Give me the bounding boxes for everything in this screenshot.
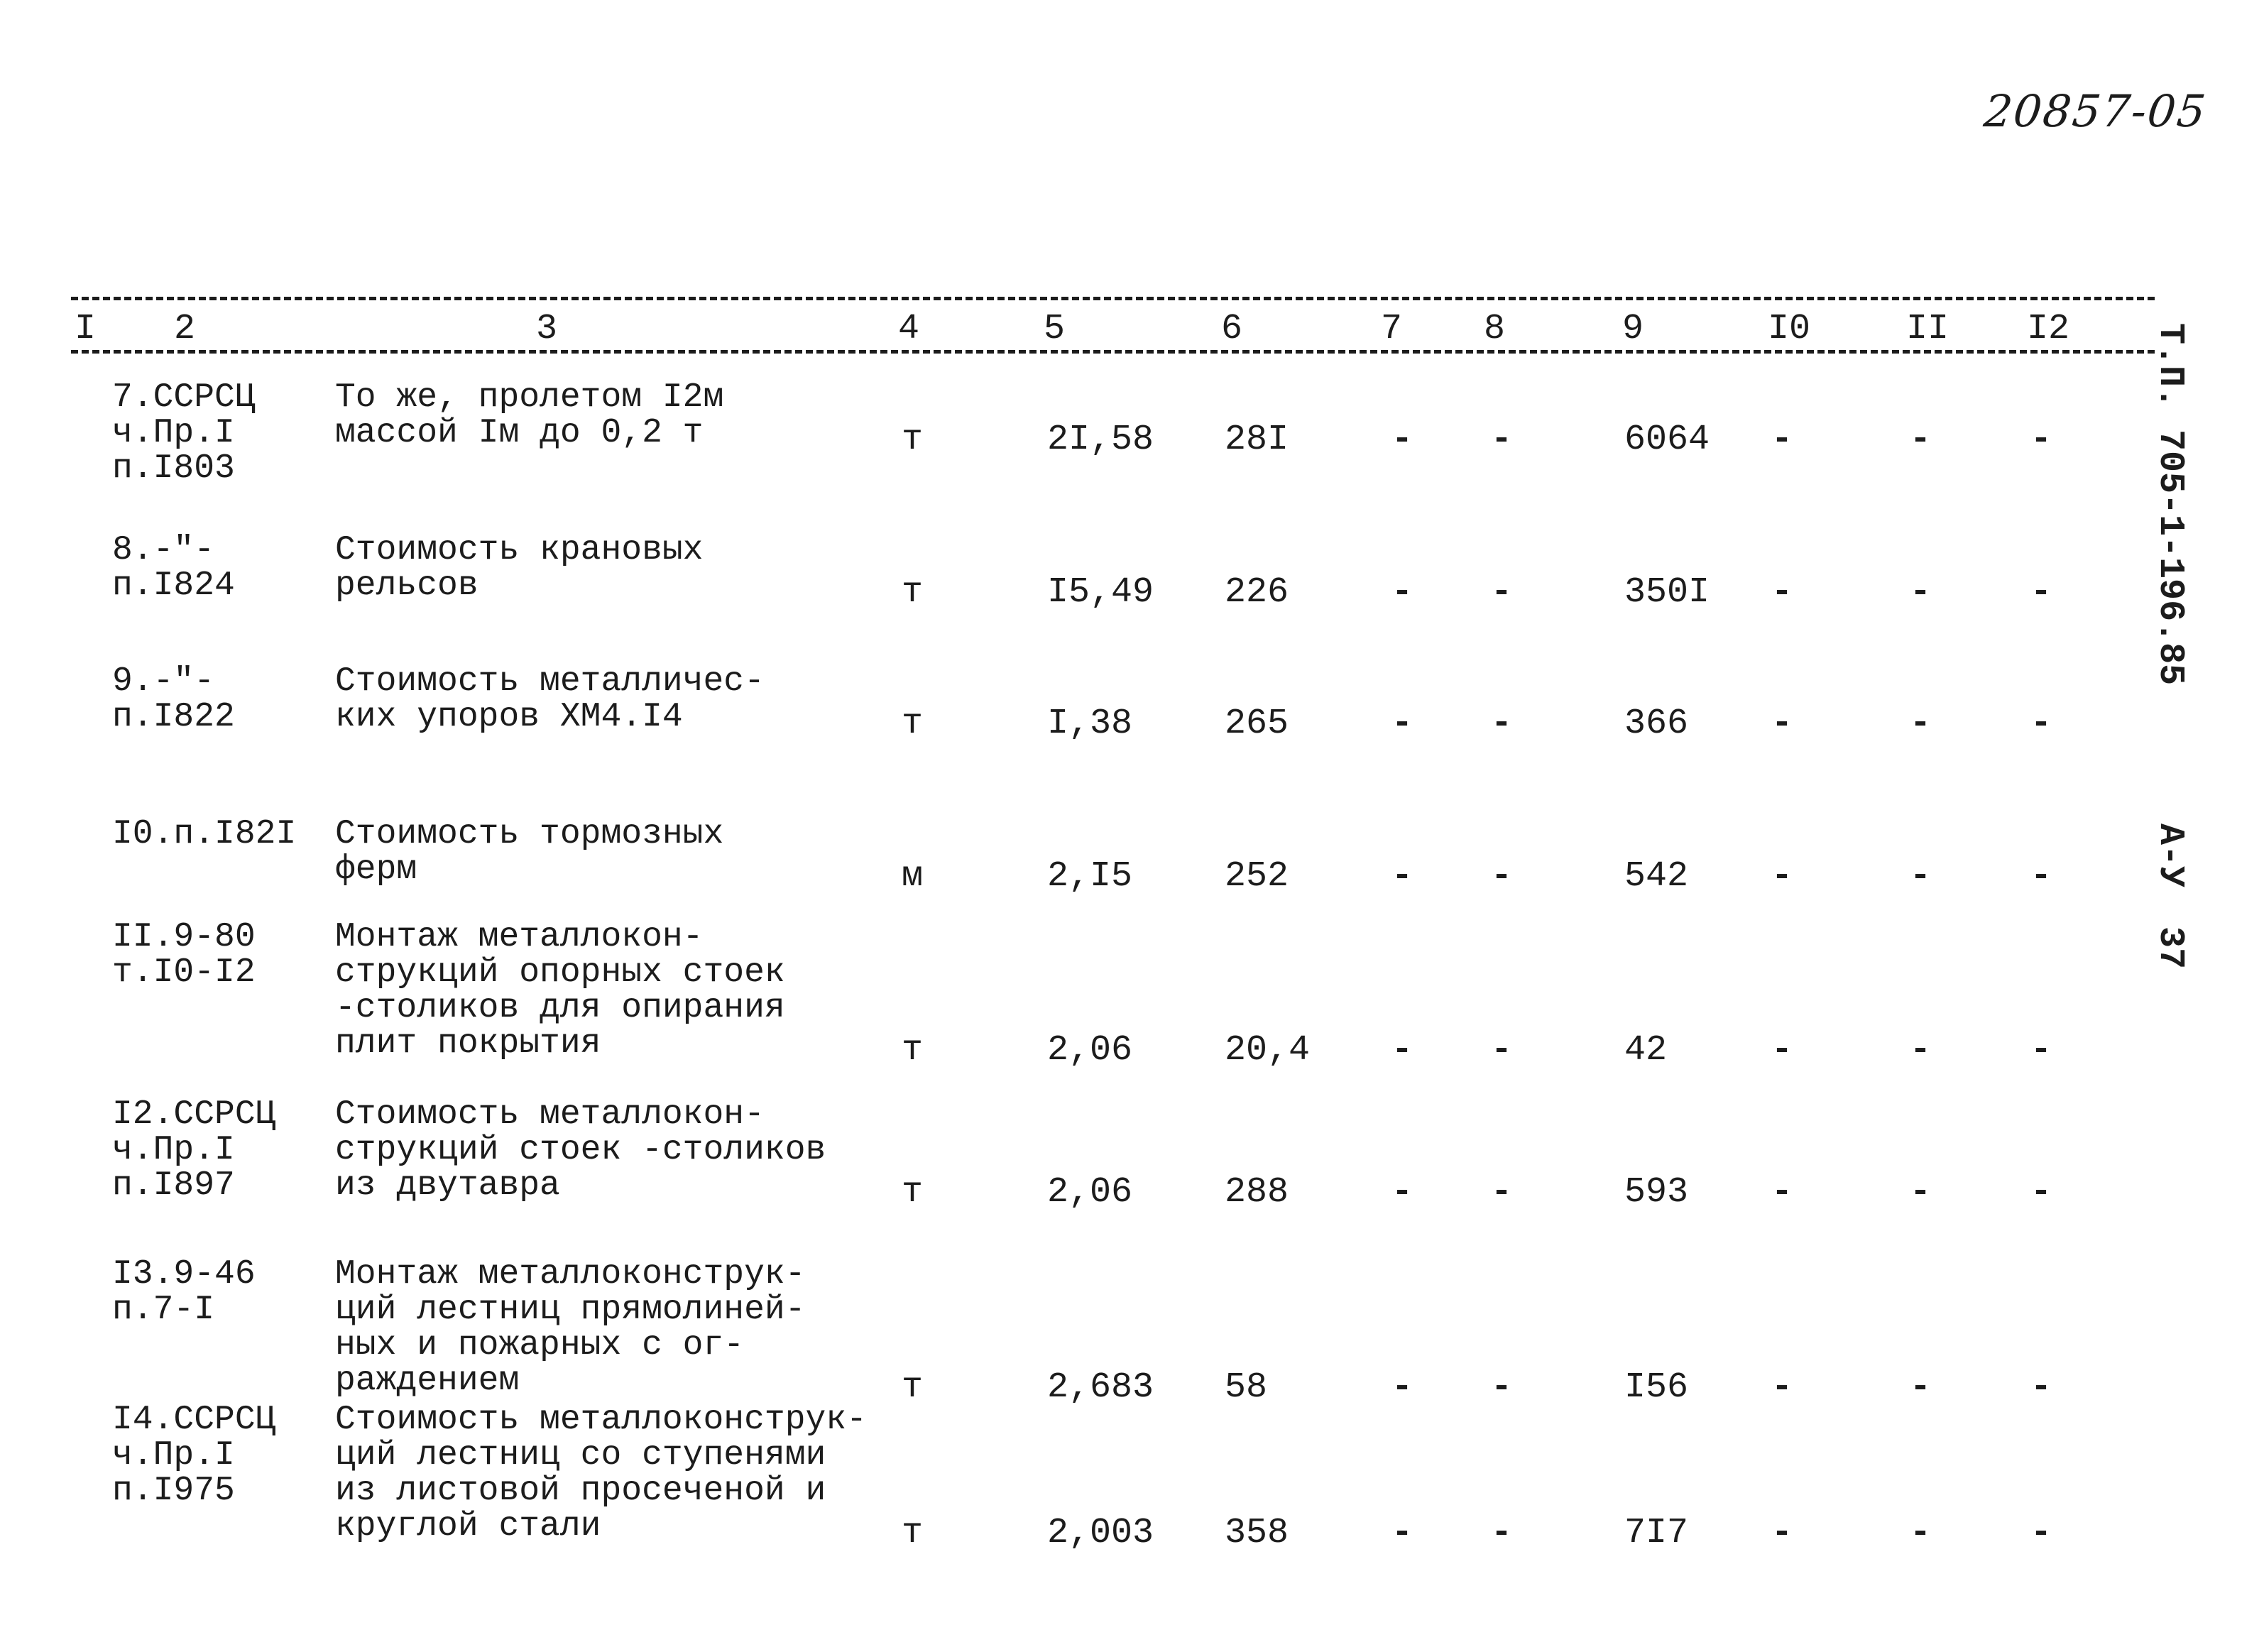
unit-cost-cell: 20,4 — [1225, 1030, 1311, 1071]
row-code-line: I3.9-46 — [112, 1255, 256, 1293]
unit-cell: м — [902, 856, 924, 897]
col8-cell: - — [1491, 1030, 1513, 1071]
row-code-line: I0.п.I82I — [112, 815, 297, 853]
col-header-11: II — [1906, 309, 1949, 349]
col10-cell: - — [1771, 420, 1793, 460]
col-header-6: 6 — [1221, 309, 1243, 349]
total-cost-cell: 6064 — [1624, 420, 1710, 460]
row-code-line: 9.-"- — [112, 662, 215, 701]
col11-cell: - — [1910, 1030, 1932, 1071]
row-description-line: плит покрытия — [335, 1024, 601, 1063]
unit-cost-cell: 358 — [1225, 1513, 1289, 1553]
col8-cell: - — [1491, 1172, 1513, 1213]
row-description-line: раждением — [335, 1362, 520, 1400]
project-number-label: Т.П. 705-1-196.85 — [2150, 323, 2190, 686]
row-code-line: 8.-"- — [112, 531, 215, 569]
row-code-line: п.I975 — [112, 1472, 235, 1510]
col11-cell: - — [1910, 1172, 1932, 1213]
col12-cell: - — [2030, 704, 2052, 744]
quantity-cell: 2,06 — [1047, 1030, 1133, 1071]
col7-cell: - — [1391, 420, 1413, 460]
col8-cell: - — [1491, 1367, 1513, 1408]
col8-cell: - — [1491, 572, 1513, 613]
row-description-line: из двутавра — [335, 1166, 560, 1205]
row-code-line: п.I897 — [112, 1166, 235, 1205]
col11-cell: - — [1910, 1513, 1932, 1553]
row-description-line: ферм — [335, 850, 417, 889]
album-label: А-У — [2150, 824, 2190, 888]
quantity-cell: I5,49 — [1047, 572, 1154, 613]
unit-cell: т — [902, 1030, 924, 1071]
row-code-line: I2.ССРСЦ — [112, 1095, 276, 1134]
row-description-line: струкций стоек -столиков — [335, 1131, 826, 1169]
col10-cell: - — [1771, 856, 1793, 897]
total-cost-cell: 366 — [1624, 704, 1689, 744]
col11-cell: - — [1910, 1367, 1932, 1408]
quantity-cell: 2,I5 — [1047, 856, 1133, 897]
col11-cell: - — [1910, 420, 1932, 460]
col12-cell: - — [2030, 1172, 2052, 1213]
col-header-2: 2 — [174, 309, 196, 349]
col12-cell: - — [2030, 572, 2052, 613]
document-number: 20857-05 — [1981, 85, 2209, 137]
col-header-4: 4 — [898, 309, 920, 349]
col-header-8: 8 — [1484, 309, 1506, 349]
col12-cell: - — [2030, 1030, 2052, 1071]
col12-cell: - — [2030, 1367, 2052, 1408]
row-code-line: п.7-I — [112, 1291, 215, 1329]
row-description-line: Стоимость металличес- — [335, 662, 765, 701]
unit-cost-cell: 226 — [1225, 572, 1289, 613]
row-description-line: ций лестниц прямолиней- — [335, 1291, 806, 1329]
col8-cell: - — [1491, 704, 1513, 744]
row-description-line: рельсов — [335, 567, 478, 605]
quantity-cell: 2,683 — [1047, 1367, 1154, 1408]
col8-cell: - — [1491, 856, 1513, 897]
col-header-10: I0 — [1768, 309, 1811, 349]
total-cost-cell: 7I7 — [1624, 1513, 1689, 1553]
unit-cost-cell: 288 — [1225, 1172, 1289, 1213]
unit-cost-cell: 28I — [1225, 420, 1289, 460]
header-top-rule — [71, 297, 2155, 300]
unit-cell: т — [902, 1513, 924, 1553]
col11-cell: - — [1910, 856, 1932, 897]
row-description-line: круглой стали — [335, 1507, 601, 1546]
col-header-3: 3 — [536, 309, 558, 349]
row-description-line: То же, пролетом I2м — [335, 378, 724, 417]
header-bottom-rule — [71, 350, 2155, 354]
quantity-cell: 2I,58 — [1047, 420, 1154, 460]
col-header-12: I2 — [2027, 309, 2070, 349]
row-code-line: т.I0-I2 — [112, 953, 256, 992]
row-description-line: ных и пожарных с ог- — [335, 1326, 745, 1364]
quantity-cell: I,38 — [1047, 704, 1133, 744]
col10-cell: - — [1771, 1030, 1793, 1071]
row-description-line: Монтаж металлокон- — [335, 918, 704, 956]
unit-cell: т — [902, 420, 924, 460]
col-header-7: 7 — [1381, 309, 1403, 349]
col10-cell: - — [1771, 1172, 1793, 1213]
row-description-line: Монтаж металлоконструк- — [335, 1255, 806, 1293]
col11-cell: - — [1910, 572, 1932, 613]
col-header-5: 5 — [1044, 309, 1066, 349]
col8-cell: - — [1491, 1513, 1513, 1553]
row-code-line: ч.Пр.I — [112, 1436, 235, 1475]
row-code-line: п.I824 — [112, 567, 235, 605]
col-header-1: I — [75, 309, 97, 349]
row-description-line: ких упоров ХМ4.I4 — [335, 698, 683, 736]
total-cost-cell: 593 — [1624, 1172, 1689, 1213]
col7-cell: - — [1391, 1172, 1413, 1213]
col11-cell: - — [1910, 704, 1932, 744]
col7-cell: - — [1391, 572, 1413, 613]
total-cost-cell: 42 — [1624, 1030, 1668, 1071]
col-header-9: 9 — [1622, 309, 1644, 349]
col12-cell: - — [2030, 1513, 2052, 1553]
row-description-line: ций лестниц со ступенями — [335, 1436, 826, 1475]
col10-cell: - — [1771, 572, 1793, 613]
col7-cell: - — [1391, 1030, 1413, 1071]
page-number-label: 37 — [2150, 926, 2190, 970]
col7-cell: - — [1391, 1367, 1413, 1408]
unit-cost-cell: 58 — [1225, 1367, 1268, 1408]
col12-cell: - — [2030, 856, 2052, 897]
col10-cell: - — [1771, 1513, 1793, 1553]
unit-cell: т — [902, 704, 924, 744]
total-cost-cell: I56 — [1624, 1367, 1689, 1408]
row-description-line: Стоимость крановых — [335, 531, 704, 569]
row-description-line: Стоимость металлоконструк- — [335, 1401, 867, 1439]
col7-cell: - — [1391, 856, 1413, 897]
quantity-cell: 2,06 — [1047, 1172, 1133, 1213]
quantity-cell: 2,003 — [1047, 1513, 1154, 1553]
row-code-line: I4.ССРСЦ — [112, 1401, 276, 1439]
row-code-line: 7.ССРСЦ — [112, 378, 256, 417]
row-description-line: Стоимость металлокон- — [335, 1095, 765, 1134]
col7-cell: - — [1391, 704, 1413, 744]
row-description-line: массой Iм до 0,2 т — [335, 414, 704, 452]
row-code-line: ч.Пр.I — [112, 414, 235, 452]
row-code-line: ч.Пр.I — [112, 1131, 235, 1169]
row-code-line: II.9-80 — [112, 918, 256, 956]
unit-cell: т — [902, 1367, 924, 1408]
total-cost-cell: 350I — [1624, 572, 1710, 613]
col7-cell: - — [1391, 1513, 1413, 1553]
unit-cell: т — [902, 1172, 924, 1213]
col12-cell: - — [2030, 420, 2052, 460]
row-description-line: струкций опорных стоек — [335, 953, 785, 992]
row-code-line: п.I803 — [112, 449, 235, 488]
col8-cell: - — [1491, 420, 1513, 460]
row-description-line: из листовой просеченой и — [335, 1472, 826, 1510]
unit-cell: т — [902, 572, 924, 613]
unit-cost-cell: 252 — [1225, 856, 1289, 897]
row-description-line: -столиков для опирания — [335, 989, 785, 1027]
row-description-line: Стоимость тормозных — [335, 815, 724, 853]
col10-cell: - — [1771, 704, 1793, 744]
col10-cell: - — [1771, 1367, 1793, 1408]
row-code-line: п.I822 — [112, 698, 235, 736]
total-cost-cell: 542 — [1624, 856, 1689, 897]
unit-cost-cell: 265 — [1225, 704, 1289, 744]
